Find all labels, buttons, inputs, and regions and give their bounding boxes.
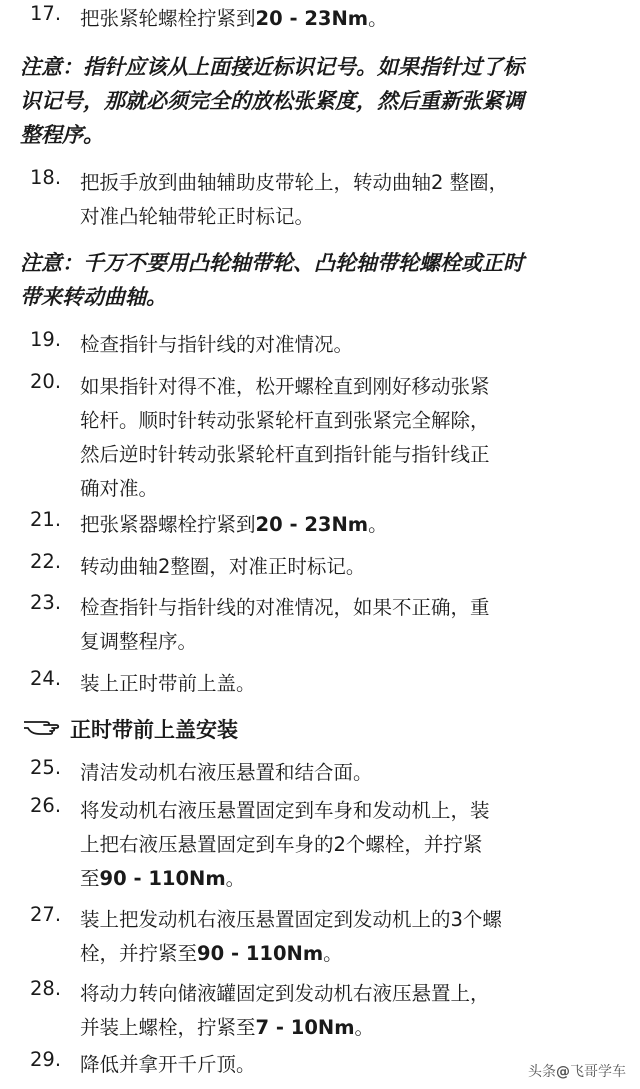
note-pointer-approach	[20, 50, 630, 152]
text: 。	[354, 1016, 375, 1039]
watermark-author: 飞哥学车	[570, 1064, 626, 1080]
step-number: 17.	[30, 2, 62, 25]
text: 。	[368, 513, 388, 536]
text: 把扳手放到曲轴辅助皮带轮上，转动曲轴2 整圈，	[80, 171, 509, 194]
text: 降低并拿开千斤顶。	[80, 1053, 256, 1076]
step-number: 29.	[30, 1048, 62, 1071]
step-text	[80, 977, 628, 1045]
step-number: 21.	[30, 508, 62, 531]
step-number: 27.	[30, 903, 62, 926]
torque-value: 90 - 110Nm	[99, 867, 226, 890]
text: 将发动机右液压悬置固定到车身和发动机上，装	[80, 799, 490, 822]
text: 转动曲轴2整圈，对准正时标记。	[80, 555, 366, 578]
text: 如果指针对得不准，松开螺栓直到刚好移动张紧	[80, 375, 490, 398]
step-text	[80, 903, 628, 971]
note-line: 整程序。	[20, 123, 104, 147]
step-number: 26.	[30, 794, 62, 817]
text: 轮杆。顺时针转动张紧轮杆直到张紧完全解除，	[80, 409, 490, 432]
text: 确对准。	[80, 477, 159, 500]
torque-value: 20 - 23Nm	[255, 513, 369, 536]
text: 并装上螺栓，拧紧至	[80, 1016, 256, 1039]
section-title: 正时带前上盖安装	[70, 718, 238, 742]
text: 上把右液压悬置固定到车身的2个螺栓，并拧紧	[80, 833, 483, 856]
step-text	[80, 328, 628, 362]
note-line: 带来转动曲轴。	[20, 285, 167, 309]
step-text	[80, 550, 628, 584]
step-text	[80, 2, 628, 36]
watermark-at: @	[556, 1064, 570, 1080]
text: 至	[80, 867, 100, 890]
step-number: 19.	[30, 328, 62, 351]
step-text	[80, 508, 628, 542]
step-text	[80, 756, 628, 790]
step-text	[80, 794, 628, 896]
text: 检查指针与指针线的对准情况，如果不正确，重	[80, 596, 490, 619]
text: 将动力转向储液罐固定到发动机右液压悬置上，	[80, 982, 490, 1005]
text: 清洁发动机右液压悬置和结合面。	[80, 761, 373, 784]
text: 。	[323, 942, 343, 965]
torque-value: 20 - 23Nm	[255, 7, 369, 30]
step-number: 20.	[30, 370, 62, 393]
step-number: 25.	[30, 756, 62, 779]
step-number: 18.	[30, 166, 62, 189]
text: 把张紧器螺栓拧紧到	[80, 513, 256, 536]
text: 对准凸轮轴带轮正时标记。	[80, 205, 315, 228]
step-text	[80, 667, 628, 701]
note-do-not-rotate	[20, 246, 630, 314]
step-number: 28.	[30, 977, 62, 1000]
text: 。	[368, 7, 388, 30]
step-text	[80, 166, 628, 234]
step-number: 23.	[30, 591, 62, 614]
step-number: 22.	[30, 550, 62, 573]
note-line: 注意：指针应该从上面接近标识记号。如果指针过了标	[20, 55, 524, 79]
pointing-hand-icon	[22, 714, 66, 748]
note-line: 注意：千万不要用凸轮轴带轮、凸轮轴带轮螺栓或正时	[20, 251, 524, 275]
text: 装上把发动机右液压悬置固定到发动机上的3个螺	[80, 908, 502, 931]
section-heading	[22, 713, 238, 747]
watermark-prefix: 头条	[528, 1064, 556, 1080]
note-line: 识记号，那就必须完全的放松张紧度，然后重新张紧调	[20, 89, 524, 113]
text: 装上正时带前上盖。	[80, 672, 256, 695]
text: 复调整程序。	[80, 630, 198, 653]
text: 把张紧轮螺栓拧紧到	[80, 7, 256, 30]
torque-value: 7 - 10Nm	[255, 1016, 355, 1039]
text: 检查指针与指针线的对准情况。	[80, 333, 354, 356]
text: 。	[225, 867, 246, 890]
step-text	[80, 591, 628, 659]
torque-value: 90 - 110Nm	[197, 942, 324, 965]
step-number: 24.	[30, 667, 62, 690]
watermark	[526, 1061, 628, 1081]
text: 然后逆时针转动张紧轮杆直到指针能与指针线正	[80, 443, 490, 466]
text: 栓，并拧紧至	[80, 942, 198, 965]
step-text	[80, 370, 628, 506]
